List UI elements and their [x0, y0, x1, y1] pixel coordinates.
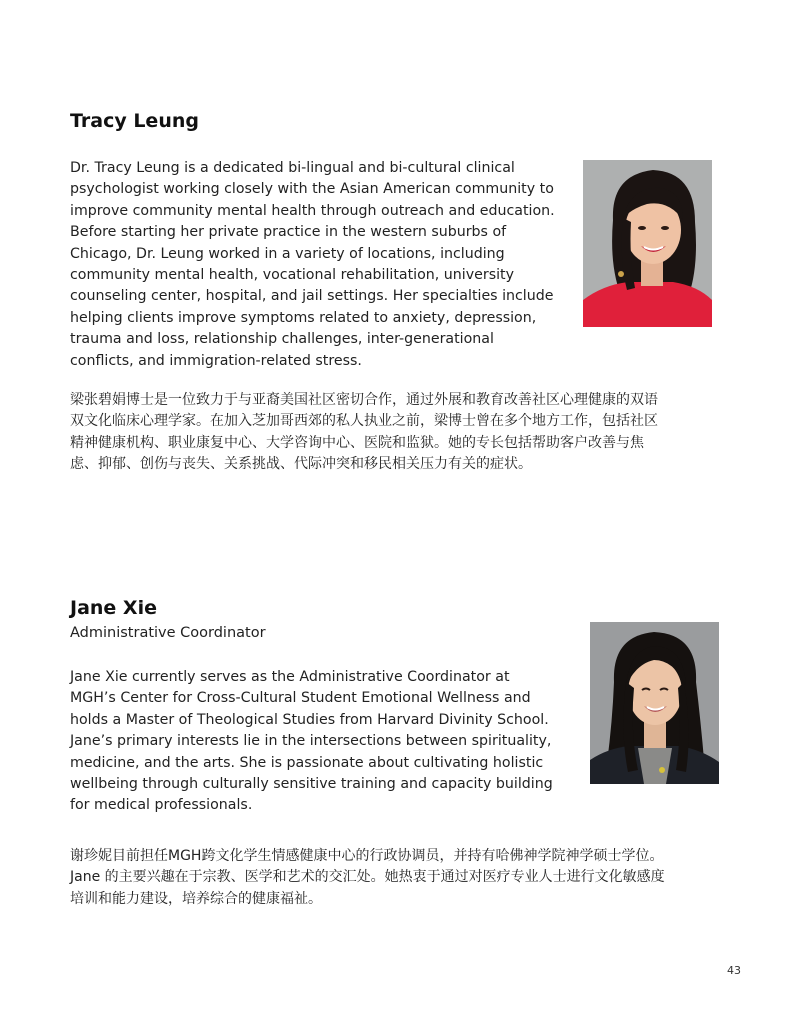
bio-line: MGH’s Center for Cross-Cultural Student Emotional Wellness and — [70, 690, 531, 707]
page-number: 43 — [727, 964, 741, 977]
bio-line: for medical professionals. — [70, 797, 253, 814]
profile-bio-chinese-tracy-leung — [70, 390, 658, 476]
bio-line: Chicago, Dr. Leung worked in a variety of locations, including — [70, 245, 505, 262]
bio-line: Before starting her private practice in the western suburbs of — [70, 224, 507, 241]
bio-line: 培训和能力建设，培养综合的健康福祉。 — [70, 890, 322, 907]
bio-line: improve community mental health through outreach and education. — [70, 202, 555, 219]
bio-line: 谢珍妮目前担任MGH跨文化学生情感健康中心的行政协调员，并持有哈佛神学院神学硕士学位。 — [70, 848, 664, 864]
profile-role-jane-xie: Administrative Coordinator — [70, 625, 266, 641]
bio-line: 精神健康机构、职业康复中心、大学咨询中心、医院和监狱。她的专长包括帮助客户改善与焦 — [70, 434, 644, 451]
bio-line: Dr. Tracy Leung is a dedicated bi-lingual and bi-cultural clinical — [70, 160, 515, 176]
profile-bio-english-tracy-leung — [70, 158, 555, 372]
bio-line: 双文化临床心理学家。在加入芝加哥西郊的私人执业之前，梁博士曾在多个地方工作，包括社区 — [70, 413, 658, 430]
bio-line: conflicts, and immigration-related stress. — [70, 352, 362, 369]
bio-line: Jane Xie currently serves as the Administrative Coordinator at — [70, 669, 510, 685]
profile-photo-tracy-leung — [583, 160, 712, 327]
profile-name-tracy-leung: Tracy Leung — [70, 110, 199, 132]
profile-photo-jane-xie — [590, 622, 719, 784]
bio-line: 梁张碧娟博士是一位致力于与亚裔美国社区密切合作，通过外展和教育改善社区心理健康的双语 — [70, 392, 658, 408]
bio-line: counseling center, hospital, and jail settings. Her specialties include — [70, 288, 554, 305]
portrait-illustration — [590, 622, 719, 784]
bio-line: Jane 的主要兴趣在于宗教、医学和艺术的交汇处。她热衷于通过对医疗专业人士进行文化敏感度 — [70, 869, 665, 886]
bio-line: wellbeing through culturally sensitive training and capacity building — [70, 776, 553, 793]
profile-name-jane-xie: Jane Xie — [70, 597, 157, 619]
profile-bio-english-jane-xie — [70, 667, 553, 817]
bio-line: Jane’s primary interests lie in the intersections between spirituality, — [70, 733, 552, 750]
bio-line: trauma and loss, relationship challenges, inter-generational — [70, 331, 494, 348]
bio-line: medicine, and the arts. She is passionate about cultivating holistic — [70, 754, 544, 771]
portrait-illustration — [583, 160, 712, 327]
bio-line: helping clients improve symptoms related to anxiety, depression, — [70, 309, 537, 326]
bio-line: 虑、抑郁、创伤与丧失、关系挑战、代际冲突和移民相关压力有关的症状。 — [70, 456, 532, 473]
bio-line: holds a Master of Theological Studies from Harvard Divinity School. — [70, 711, 549, 728]
bio-line: community mental health, vocational rehabilitation, university — [70, 267, 514, 284]
bio-line: psychologist working closely with the Asian American community to — [70, 181, 554, 198]
profile-bio-chinese-jane-xie — [70, 846, 665, 910]
